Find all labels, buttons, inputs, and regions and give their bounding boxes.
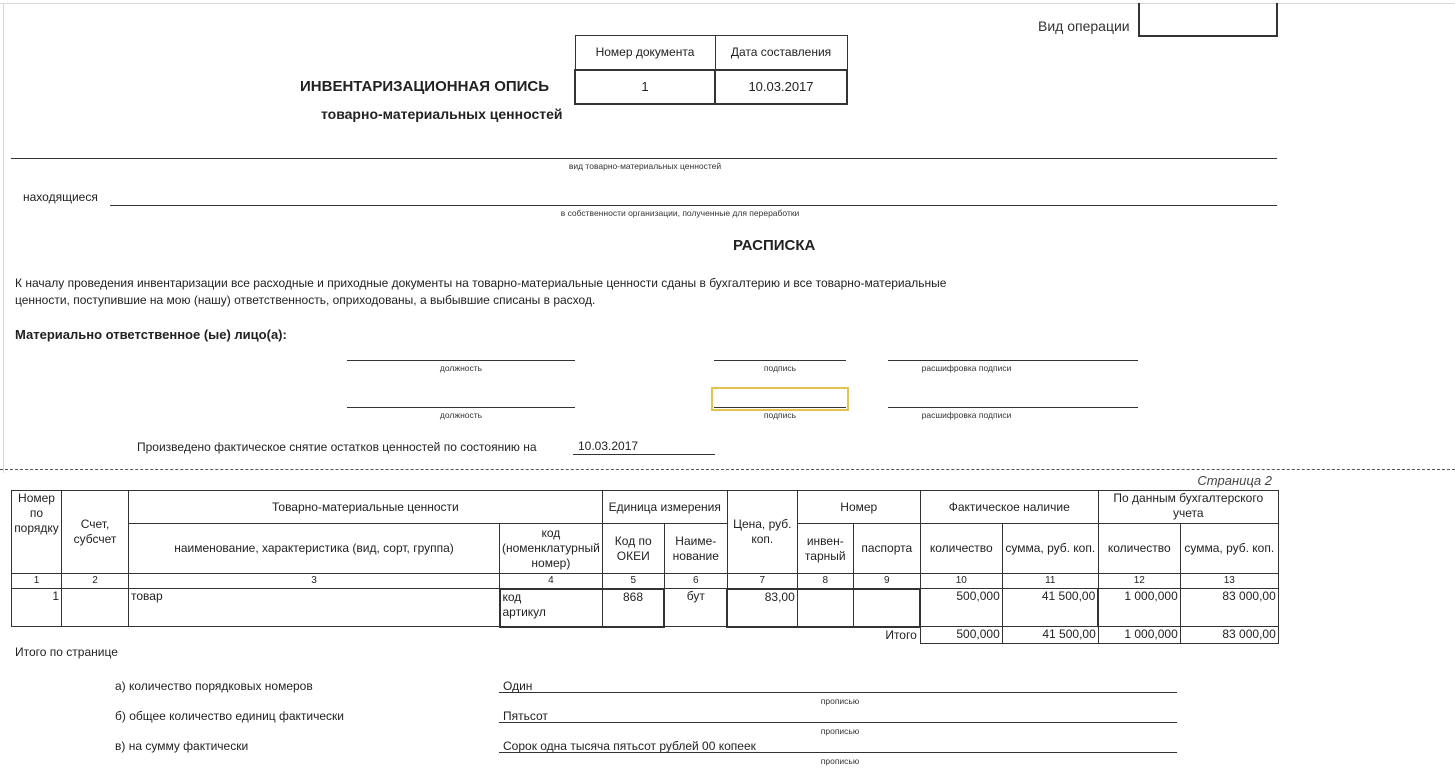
- item-name-cell[interactable]: товар: [129, 589, 500, 627]
- header-number: Номер: [797, 491, 920, 524]
- actual-qty-cell[interactable]: 500,000: [920, 589, 1002, 627]
- document-number-table: [574, 35, 848, 105]
- inventory-number-cell[interactable]: [797, 589, 853, 627]
- column-number: 4: [500, 574, 603, 589]
- signature-caption-2: подпись: [763, 410, 797, 420]
- page-left-border: [3, 3, 4, 473]
- total-units-label: б) общее количество единиц фактически: [115, 709, 345, 723]
- actual-date-line: [573, 454, 715, 455]
- inventory-table: [11, 490, 1279, 644]
- header-price: Цена, руб. коп.: [727, 491, 797, 574]
- column-number: 1: [12, 574, 62, 589]
- header-inventory-number: инвен-тарный: [797, 524, 853, 574]
- row-number-cell[interactable]: 1: [12, 589, 62, 627]
- column-number: 9: [853, 574, 920, 589]
- unit-name-cell[interactable]: бут: [664, 589, 727, 627]
- actual-sum-cell[interactable]: 41 500,00: [1002, 589, 1098, 627]
- kind-line: [11, 158, 1277, 159]
- table-row: [12, 589, 1279, 627]
- doc-number-value[interactable]: 1: [575, 70, 715, 104]
- operation-label: Вид операции: [1038, 18, 1130, 34]
- header-actual-qty: количество: [920, 524, 1002, 574]
- position-line-2[interactable]: [347, 407, 575, 408]
- position-line-1[interactable]: [347, 360, 575, 361]
- in-words-caption-b: прописью: [820, 726, 860, 736]
- header-unit: Единица измерения: [602, 491, 727, 524]
- header-code: код (номенклатурный номер): [500, 524, 603, 574]
- total-sum-label: в) на сумму фактически: [115, 739, 249, 753]
- located-label: находящиеся: [23, 190, 98, 204]
- total-actual-qty: 500,000: [920, 627, 1002, 644]
- signature-line-1[interactable]: [714, 360, 846, 361]
- receipt-title: РАСПИСКА: [733, 237, 816, 254]
- column-number: 6: [664, 574, 727, 589]
- column-number: 5: [602, 574, 664, 589]
- column-number: 10: [920, 574, 1002, 589]
- column-number: 11: [1002, 574, 1098, 589]
- total-actual-sum: 41 500,00: [1002, 627, 1098, 644]
- header-unit-name: Наиме-нование: [664, 524, 727, 574]
- ownership-caption: в собственности организации, полученные для переработки: [560, 208, 800, 218]
- signature-caption-1: подпись: [763, 363, 797, 373]
- position-caption-2: должность: [439, 410, 483, 420]
- total-book-qty: 1 000,000: [1098, 627, 1180, 644]
- item-code-line2: артикул: [502, 604, 546, 619]
- receipt-text-line1: К началу проведения инвентаризации все расходные и приходные документы на товарно-материальные ценности сданы в бухгалтерию и все товарно-материальные: [15, 276, 947, 290]
- signature-decode-line-1[interactable]: [888, 360, 1138, 361]
- position-caption-1: должность: [439, 363, 483, 373]
- total-sum-line: [499, 752, 1177, 753]
- signature-decode-line-2[interactable]: [888, 407, 1138, 408]
- doc-date-header: Дата составления: [715, 36, 847, 70]
- operation-field[interactable]: [1138, 3, 1278, 37]
- column-number: 12: [1098, 574, 1180, 589]
- actual-count-date[interactable]: 10.03.2017: [578, 439, 639, 453]
- total-row: [12, 627, 1279, 644]
- kind-caption: вид товарно-материальных ценностей: [568, 161, 722, 171]
- doc-number-header: Номер документа: [575, 36, 715, 70]
- located-line[interactable]: [110, 205, 1277, 206]
- price-cell[interactable]: 83,00: [727, 589, 797, 627]
- selected-cell-highlight[interactable]: [711, 387, 849, 411]
- header-account: Счет, субсчет: [62, 491, 129, 574]
- header-actual: Фактическое наличие: [920, 491, 1098, 524]
- page-break-line: [0, 469, 1455, 470]
- signature-decode-caption-1: расшифровка подписи: [921, 363, 1012, 373]
- item-code-cell[interactable]: [500, 589, 603, 627]
- total-units-value[interactable]: Пятьсот: [503, 709, 548, 723]
- header-name: наименование, характеристика (вид, сорт, группа): [129, 524, 500, 574]
- header-book-sum: сумма, руб. коп.: [1180, 524, 1278, 574]
- signature-decode-caption-2: расшифровка подписи: [921, 410, 1012, 420]
- header-book: По данным бухгалтерского учета: [1098, 491, 1278, 524]
- total-sum-value[interactable]: Сорок одна тысяча пятьсот рублей 00 копеек: [503, 739, 756, 753]
- total-label: Итого: [885, 628, 917, 642]
- column-number: 13: [1180, 574, 1278, 589]
- in-words-caption-c: прописью: [820, 756, 860, 766]
- page-label: Страница 2: [1197, 473, 1272, 488]
- actual-count-label: Произведено фактическое снятие остатков ценностей по состоянию на: [137, 440, 537, 454]
- in-words-caption-a: прописью: [820, 696, 860, 706]
- page-totals-title: Итого по странице: [15, 645, 118, 659]
- column-number: 3: [129, 574, 500, 589]
- column-number: 8: [797, 574, 853, 589]
- header-okei: Код по ОКЕИ: [602, 524, 664, 574]
- receipt-text-line2: ценности, поступившие на мою (нашу) ответственность, оприходованы, а выбывшие списаны в расход.: [15, 293, 596, 307]
- book-qty-cell[interactable]: 1 000,000: [1098, 589, 1180, 627]
- book-sum-cell[interactable]: 83 000,00: [1180, 589, 1278, 627]
- total-count-line: [499, 692, 1177, 693]
- item-code-line1: код: [502, 589, 522, 604]
- okei-cell[interactable]: 868: [602, 589, 664, 627]
- account-cell[interactable]: [62, 589, 129, 627]
- passport-cell[interactable]: [853, 589, 920, 627]
- total-count-label: а) количество порядковых номеров: [115, 679, 313, 693]
- column-number: 7: [727, 574, 797, 589]
- header-goods: Товарно-материальные ценности: [129, 491, 603, 524]
- total-units-line: [499, 722, 1177, 723]
- total-book-sum: 83 000,00: [1180, 627, 1278, 644]
- header-book-qty: количество: [1098, 524, 1180, 574]
- total-count-value[interactable]: Один: [503, 679, 533, 693]
- column-number: 2: [62, 574, 129, 589]
- document-subtitle: товарно-материальных ценностей: [321, 106, 563, 122]
- document-title: ИНВЕНТАРИЗАЦИОННАЯ ОПИСЬ: [300, 78, 550, 95]
- header-passport: паспорта: [853, 524, 920, 574]
- doc-date-value[interactable]: 10.03.2017: [715, 70, 847, 104]
- header-actual-sum: сумма, руб. коп.: [1002, 524, 1098, 574]
- header-row-number: Номер по порядку: [12, 491, 62, 574]
- responsible-label: Материально ответственное (ые) лицо(а):: [15, 327, 287, 342]
